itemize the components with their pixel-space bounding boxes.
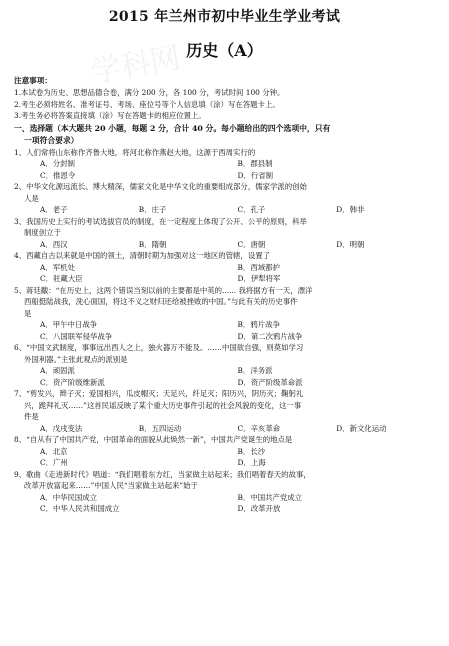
answer-option: D．改革开放 (237, 504, 281, 513)
question-item (14, 469, 435, 515)
answer-option: B．西域都护 (237, 262, 280, 272)
answer-option: C．广州 (40, 458, 68, 467)
answer-option: B．中国共产党成立 (237, 492, 303, 502)
option-group (14, 319, 435, 342)
option-group (14, 365, 435, 388)
answer-option: D．新文化运动 (336, 423, 387, 433)
answer-option: A．中华民国成立 (40, 492, 98, 502)
answer-option: D．上海 (237, 458, 266, 467)
question-item (14, 434, 435, 469)
answer-option: D．资产阶级革命派 (237, 377, 303, 387)
question-text: 8、“自从有了中国共产党，中国革命的面貌从此焕然一新”，中国共产党诞生的地点是 (14, 435, 293, 444)
question-text: 6、“中国文武制度，事事远出西人之上，独火器万不能及。……中国欲自强，则莫如学习 (14, 343, 304, 352)
answer-option: A．顽固派 (40, 366, 75, 375)
answer-option: D．行省制 (237, 170, 273, 180)
answer-option: B．五四运动 (138, 423, 182, 433)
answer-option: A．分封制 (40, 159, 75, 168)
page-subtitle: 历史（A） (186, 41, 263, 60)
question-text: 兴，跪拜礼灭……”这首民谣反映了某个重大历史事件引起的社会风貌的变化，这一事 (24, 400, 302, 410)
option-group (14, 204, 435, 216)
option-group (14, 158, 435, 181)
question-item (14, 216, 435, 251)
question-text: 5、蒋廷黻：“在历史上，这两个错误当刻以前的主要都是中英的...... 我将据方有一天，漂洋 (14, 285, 313, 295)
answer-option: A．军机处 (40, 262, 75, 272)
question-text: 9、歌曲《走进新时代》唱道：“我们唱着东方红，当家做主站起来；我们唱着春天的故事， (14, 469, 311, 479)
answer-option: D．第二次鸦片战争 (237, 331, 303, 341)
answer-option: C．中华人民共和国成立 (40, 504, 120, 513)
question-text: 4、西藏自古以来就是中国的领土，清朝时期为加强对这一地区的管辖，设置了 (14, 251, 270, 260)
question-text: 是 (24, 308, 32, 318)
watermark: 学科网 (88, 40, 183, 91)
question-text: 3、我国历史上实行的考试选拔官员的制度，在一定程度上体现了公开、公平的原则，科举 (14, 216, 307, 226)
answer-option: B．洋务派 (237, 366, 273, 375)
answer-option: C．八国联军侵华战争 (40, 331, 113, 341)
question-text: 外国利器。”主张此观点的派别是 (24, 354, 128, 364)
question-text: 件是 (24, 412, 39, 421)
answer-option: B．隋朝 (138, 239, 167, 249)
answer-option: C．辛亥革命 (237, 423, 281, 433)
answer-option: B．郡县制 (237, 159, 273, 168)
page-title: 2015 年兰州市初中毕业生学业考试 (108, 9, 341, 25)
answer-option: C．资产阶级维新派 (40, 377, 105, 387)
section-heading: 一、选择题（本大题共 20 小题，每题 2 分，合计 40 分。每小题给出的四个选项中，只有 (14, 123, 331, 133)
option-group (14, 446, 435, 469)
question-item (14, 250, 435, 285)
answer-option: A．甲午中日战争 (40, 320, 98, 329)
answer-option: D．韩非 (336, 205, 365, 214)
question-item (14, 285, 435, 343)
option-group (14, 492, 435, 515)
question-text: 7、“剪发兴，辫子灭；爱国相兴，瓜皮帽灭；天足兴，纤足灭；阳历兴，阴历灭；鞠躬礼 (14, 389, 304, 398)
notes-heading: 注意事项： (14, 76, 52, 85)
note-item: 2.考生必须将姓名、准考证号、考场、座位号等个人信息填（涂）写在答题卡上。 (14, 99, 280, 109)
answer-option: C．孔子 (237, 205, 266, 214)
answer-option: A．北京 (40, 446, 68, 456)
answer-option: D．明朝 (336, 239, 365, 249)
note-item: 3.考生务必将答案直接填（涂）写在答题卡的相应位置上。 (14, 111, 206, 120)
question-text: 制度创立于 (24, 228, 61, 237)
answer-option: C．推恩令 (40, 170, 76, 180)
question-item (14, 147, 435, 182)
option-group (14, 423, 435, 435)
question-item (14, 181, 435, 216)
answer-option: C．唐朝 (237, 239, 266, 249)
note-item: 1.本试卷为历史、思想品德合卷，满分 200 分，各 100 分，考试时间 100 分钟。 (14, 88, 285, 97)
answer-option: A．西汉 (40, 239, 68, 249)
section-heading-continued: 一项符合要求） (24, 136, 79, 145)
question-text: 2、中华文化源远流长、博大精深，儒家文化是中华文化的重要组成部分，儒家学派的创始 (14, 182, 307, 191)
question-text: 改革开放富起来……”中国人民“当家做主站起来”始于 (24, 481, 198, 490)
option-group (14, 262, 435, 285)
notes-list (14, 87, 435, 122)
answer-option: A．老子 (40, 205, 68, 214)
question-list (14, 147, 435, 515)
answer-option: C．驻藏大臣 (40, 274, 83, 283)
question-text: 西船挺陆战我，洗心面国，将这不义之财归还给被挫败的中国。”与此有关的历史事件 (24, 297, 298, 306)
question-item (14, 388, 435, 434)
question-text: 1、人们常将山东称作齐鲁大地，将河北称作燕赵大地，这源于西周实行的 (14, 147, 256, 157)
answer-option: D．伊犁将军 (237, 274, 281, 283)
question-item (14, 342, 435, 388)
answer-option: B．鸦片战争 (237, 320, 280, 329)
question-text: 人是 (24, 193, 39, 203)
option-group (14, 239, 435, 251)
answer-option: B．庄子 (138, 205, 167, 214)
answer-option: A．戊戌变法 (40, 423, 83, 433)
answer-option: B．长沙 (237, 446, 266, 456)
